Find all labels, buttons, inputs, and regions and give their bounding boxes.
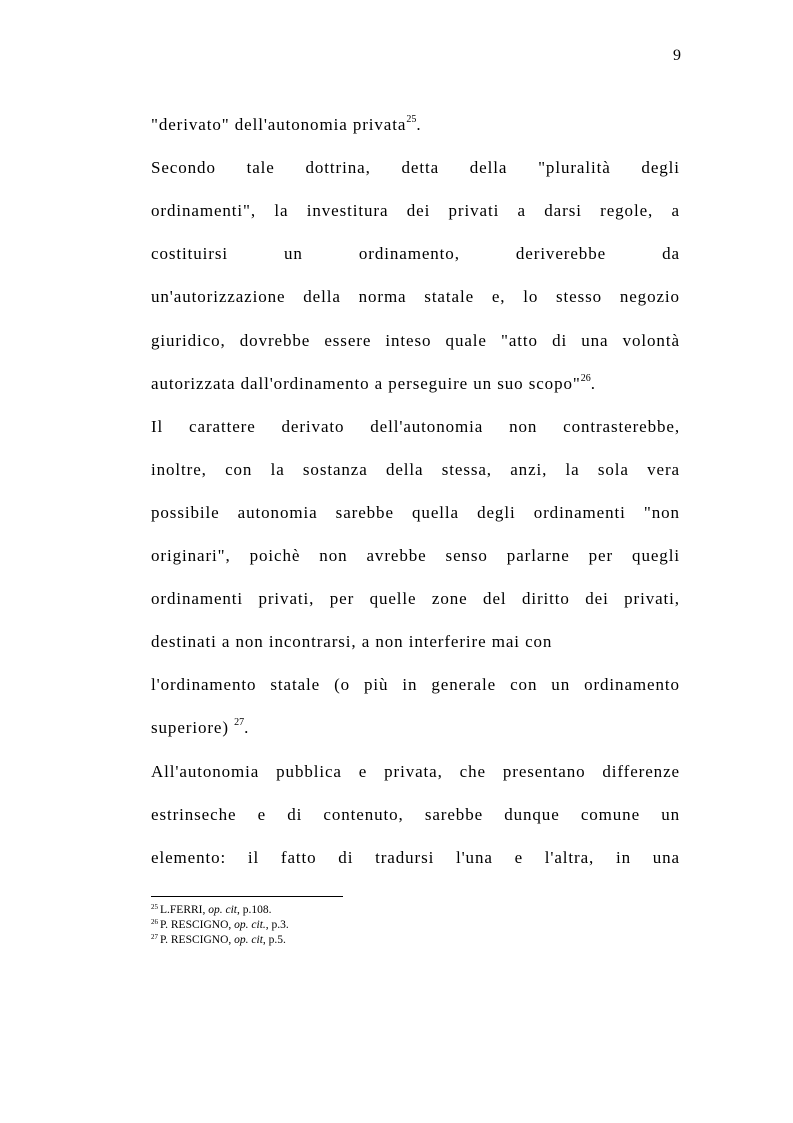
- word: stessa,: [441, 460, 492, 479]
- word: ordinamento,: [358, 244, 460, 263]
- word: anzi,: [510, 460, 548, 479]
- text-line: [151, 631, 680, 653]
- word: (o: [334, 675, 351, 694]
- word: dei: [406, 201, 431, 220]
- text-line: [151, 286, 680, 308]
- word: un: [551, 675, 571, 694]
- word: con: [510, 675, 538, 694]
- word: contrasterebbe,: [563, 417, 680, 436]
- word: non: [509, 417, 538, 436]
- word: superiore): [151, 718, 229, 737]
- word: e: [514, 848, 524, 867]
- word: una: [581, 331, 609, 350]
- word: estrinseche: [151, 805, 237, 824]
- word: di: [552, 331, 568, 350]
- word: pubblica: [276, 762, 342, 781]
- text-line: [151, 243, 680, 265]
- word: comune: [580, 805, 641, 824]
- footnote-author: P. RESCIGNO,: [160, 934, 232, 946]
- footnote-number: 26: [151, 918, 158, 926]
- word: ordinamenti: [151, 589, 244, 608]
- text-line: [151, 804, 680, 826]
- text-line: [151, 373, 680, 395]
- footnote-ref: op. cit.: [234, 919, 266, 931]
- word: parlarne: [506, 546, 570, 565]
- word: sarebbe: [424, 805, 484, 824]
- footnote-number: 27: [151, 933, 158, 941]
- word: della: [385, 460, 424, 479]
- word: giuridico,: [151, 331, 226, 350]
- word: sola: [597, 460, 629, 479]
- word: sostanza: [302, 460, 368, 479]
- word: quegli: [632, 546, 680, 565]
- text-line: [151, 674, 680, 696]
- text-line: [151, 157, 680, 179]
- word: e: [358, 762, 368, 781]
- word: il: [247, 848, 260, 867]
- word: ordinamento: [584, 675, 680, 694]
- word: dall'ordinamento: [240, 374, 370, 393]
- word: privati: [448, 201, 500, 220]
- word: in: [615, 848, 631, 867]
- word: un: [661, 805, 680, 824]
- word: statale: [270, 675, 321, 694]
- word: un: [473, 374, 493, 393]
- word: un'autorizzazione: [151, 287, 286, 306]
- word: differenze: [602, 762, 680, 781]
- word: Il: [151, 417, 164, 436]
- word: per: [329, 589, 355, 608]
- word: negozio: [619, 287, 680, 306]
- word: un: [284, 244, 303, 263]
- word: costituirsi: [151, 244, 228, 263]
- text-line: [151, 545, 680, 567]
- word: ordinamenti: [533, 503, 626, 522]
- footnote-page: , p.3.: [265, 919, 289, 931]
- word: Secondo: [151, 158, 216, 177]
- word: degli: [477, 503, 516, 522]
- word: contenuto,: [323, 805, 404, 824]
- text-line: [151, 200, 680, 222]
- word: la: [270, 460, 285, 479]
- word: con: [225, 460, 253, 479]
- text-line: [151, 330, 680, 352]
- word: fatto: [280, 848, 317, 867]
- word: destinati: [151, 632, 217, 651]
- word: non: [375, 632, 404, 651]
- word: dell'autonomia: [370, 417, 484, 436]
- footnote-marker: 25: [406, 114, 417, 126]
- footnote-marker: 26: [580, 373, 591, 385]
- word: a: [517, 201, 526, 220]
- footnote-ref: op. cit: [208, 904, 237, 916]
- text-line: [151, 588, 680, 610]
- word: del: [483, 589, 507, 608]
- punctuation: .: [416, 115, 422, 134]
- word: "derivato": [151, 115, 230, 134]
- footnote-ref: op. cit: [234, 934, 263, 946]
- word: dovrebbe: [239, 331, 311, 350]
- footnote-author: P. RESCIGNO,: [160, 919, 232, 931]
- punctuation: .: [590, 374, 596, 393]
- word: di: [338, 848, 354, 867]
- word: quelle: [369, 589, 417, 608]
- word: a: [361, 632, 371, 651]
- footnote-page: , p.108.: [237, 904, 272, 916]
- word: "atto: [501, 331, 538, 350]
- word: a: [374, 374, 384, 393]
- word: deriverebbe: [515, 244, 607, 263]
- word: "pluralità: [538, 158, 611, 177]
- word: della: [303, 287, 341, 306]
- word: tradursi: [375, 848, 435, 867]
- word: in: [402, 675, 418, 694]
- word: quale: [445, 331, 487, 350]
- word: avrebbe: [366, 546, 427, 565]
- word: ordinamenti",: [151, 201, 257, 220]
- word: senso: [445, 546, 488, 565]
- word: carattere: [189, 417, 256, 436]
- word: scopo": [528, 374, 581, 393]
- word: e,: [491, 287, 506, 306]
- word: diritto: [521, 589, 570, 608]
- word: suo: [497, 374, 524, 393]
- word: poichè: [249, 546, 301, 565]
- page-number: 9: [673, 47, 681, 64]
- word: privati,: [258, 589, 315, 608]
- word: a: [671, 201, 680, 220]
- word: per: [588, 546, 614, 565]
- footnote-marker: 27: [234, 717, 245, 729]
- text-line: [151, 416, 680, 438]
- word: di: [287, 805, 303, 824]
- word: All'autonomia: [151, 762, 260, 781]
- word: non: [319, 546, 348, 565]
- word: una: [652, 848, 680, 867]
- word: statale: [424, 287, 475, 306]
- word: dunque: [504, 805, 560, 824]
- word: privata: [352, 115, 407, 134]
- text-line: [151, 761, 680, 783]
- text-line: [151, 114, 680, 136]
- footnote-author: L.FERRI,: [160, 904, 206, 916]
- word: privati,: [624, 589, 680, 608]
- word: privata,: [384, 762, 443, 781]
- word: la: [274, 201, 289, 220]
- word: degli: [641, 158, 680, 177]
- word: darsi: [544, 201, 582, 220]
- word: non: [235, 632, 264, 651]
- word: dell'autonomia: [234, 115, 348, 134]
- word: vera: [647, 460, 680, 479]
- word: autonomia: [237, 503, 318, 522]
- word: da: [662, 244, 680, 263]
- word: e: [257, 805, 267, 824]
- word: originari",: [151, 546, 231, 565]
- word: sarebbe: [335, 503, 394, 522]
- word: che: [459, 762, 486, 781]
- text-line: [151, 717, 680, 739]
- word: con: [525, 632, 553, 651]
- word: regole,: [600, 201, 654, 220]
- footnote: [151, 919, 289, 932]
- word: della: [469, 158, 508, 177]
- word: lo: [523, 287, 539, 306]
- word: investitura: [306, 201, 389, 220]
- word: derivato: [281, 417, 345, 436]
- word: generale: [431, 675, 497, 694]
- word: possibile: [151, 503, 220, 522]
- word: a: [221, 632, 231, 651]
- word: l'altra,: [544, 848, 595, 867]
- word: stesso: [556, 287, 603, 306]
- word: quella: [412, 503, 459, 522]
- word: presentano: [502, 762, 586, 781]
- word: la: [565, 460, 580, 479]
- word: zone: [431, 589, 468, 608]
- word: autorizzata: [151, 374, 236, 393]
- word: volontà: [622, 331, 680, 350]
- word: l'ordinamento: [151, 675, 257, 694]
- word: l'una: [455, 848, 493, 867]
- word: inoltre,: [151, 460, 207, 479]
- footnote: [151, 934, 286, 947]
- word: interferire: [408, 632, 487, 651]
- word: inteso: [385, 331, 432, 350]
- word: tale: [246, 158, 275, 177]
- footnote-page: , p.5.: [262, 934, 286, 946]
- footnote-number: 25: [151, 903, 158, 911]
- word: dottrina,: [305, 158, 371, 177]
- word: incontrarsi,: [268, 632, 357, 651]
- text-line: [151, 459, 680, 481]
- word: mai: [491, 632, 520, 651]
- footnote-separator: [151, 896, 343, 897]
- word: detta: [401, 158, 440, 177]
- word: "non: [643, 503, 680, 522]
- text-line: [151, 502, 680, 524]
- word: elemento:: [151, 848, 227, 867]
- punctuation: .: [244, 718, 250, 737]
- word: essere: [324, 331, 372, 350]
- word: perseguire: [388, 374, 469, 393]
- text-line: [151, 847, 680, 869]
- word: dei: [585, 589, 609, 608]
- footnote: [151, 904, 272, 917]
- word: più: [363, 675, 389, 694]
- word: norma: [358, 287, 407, 306]
